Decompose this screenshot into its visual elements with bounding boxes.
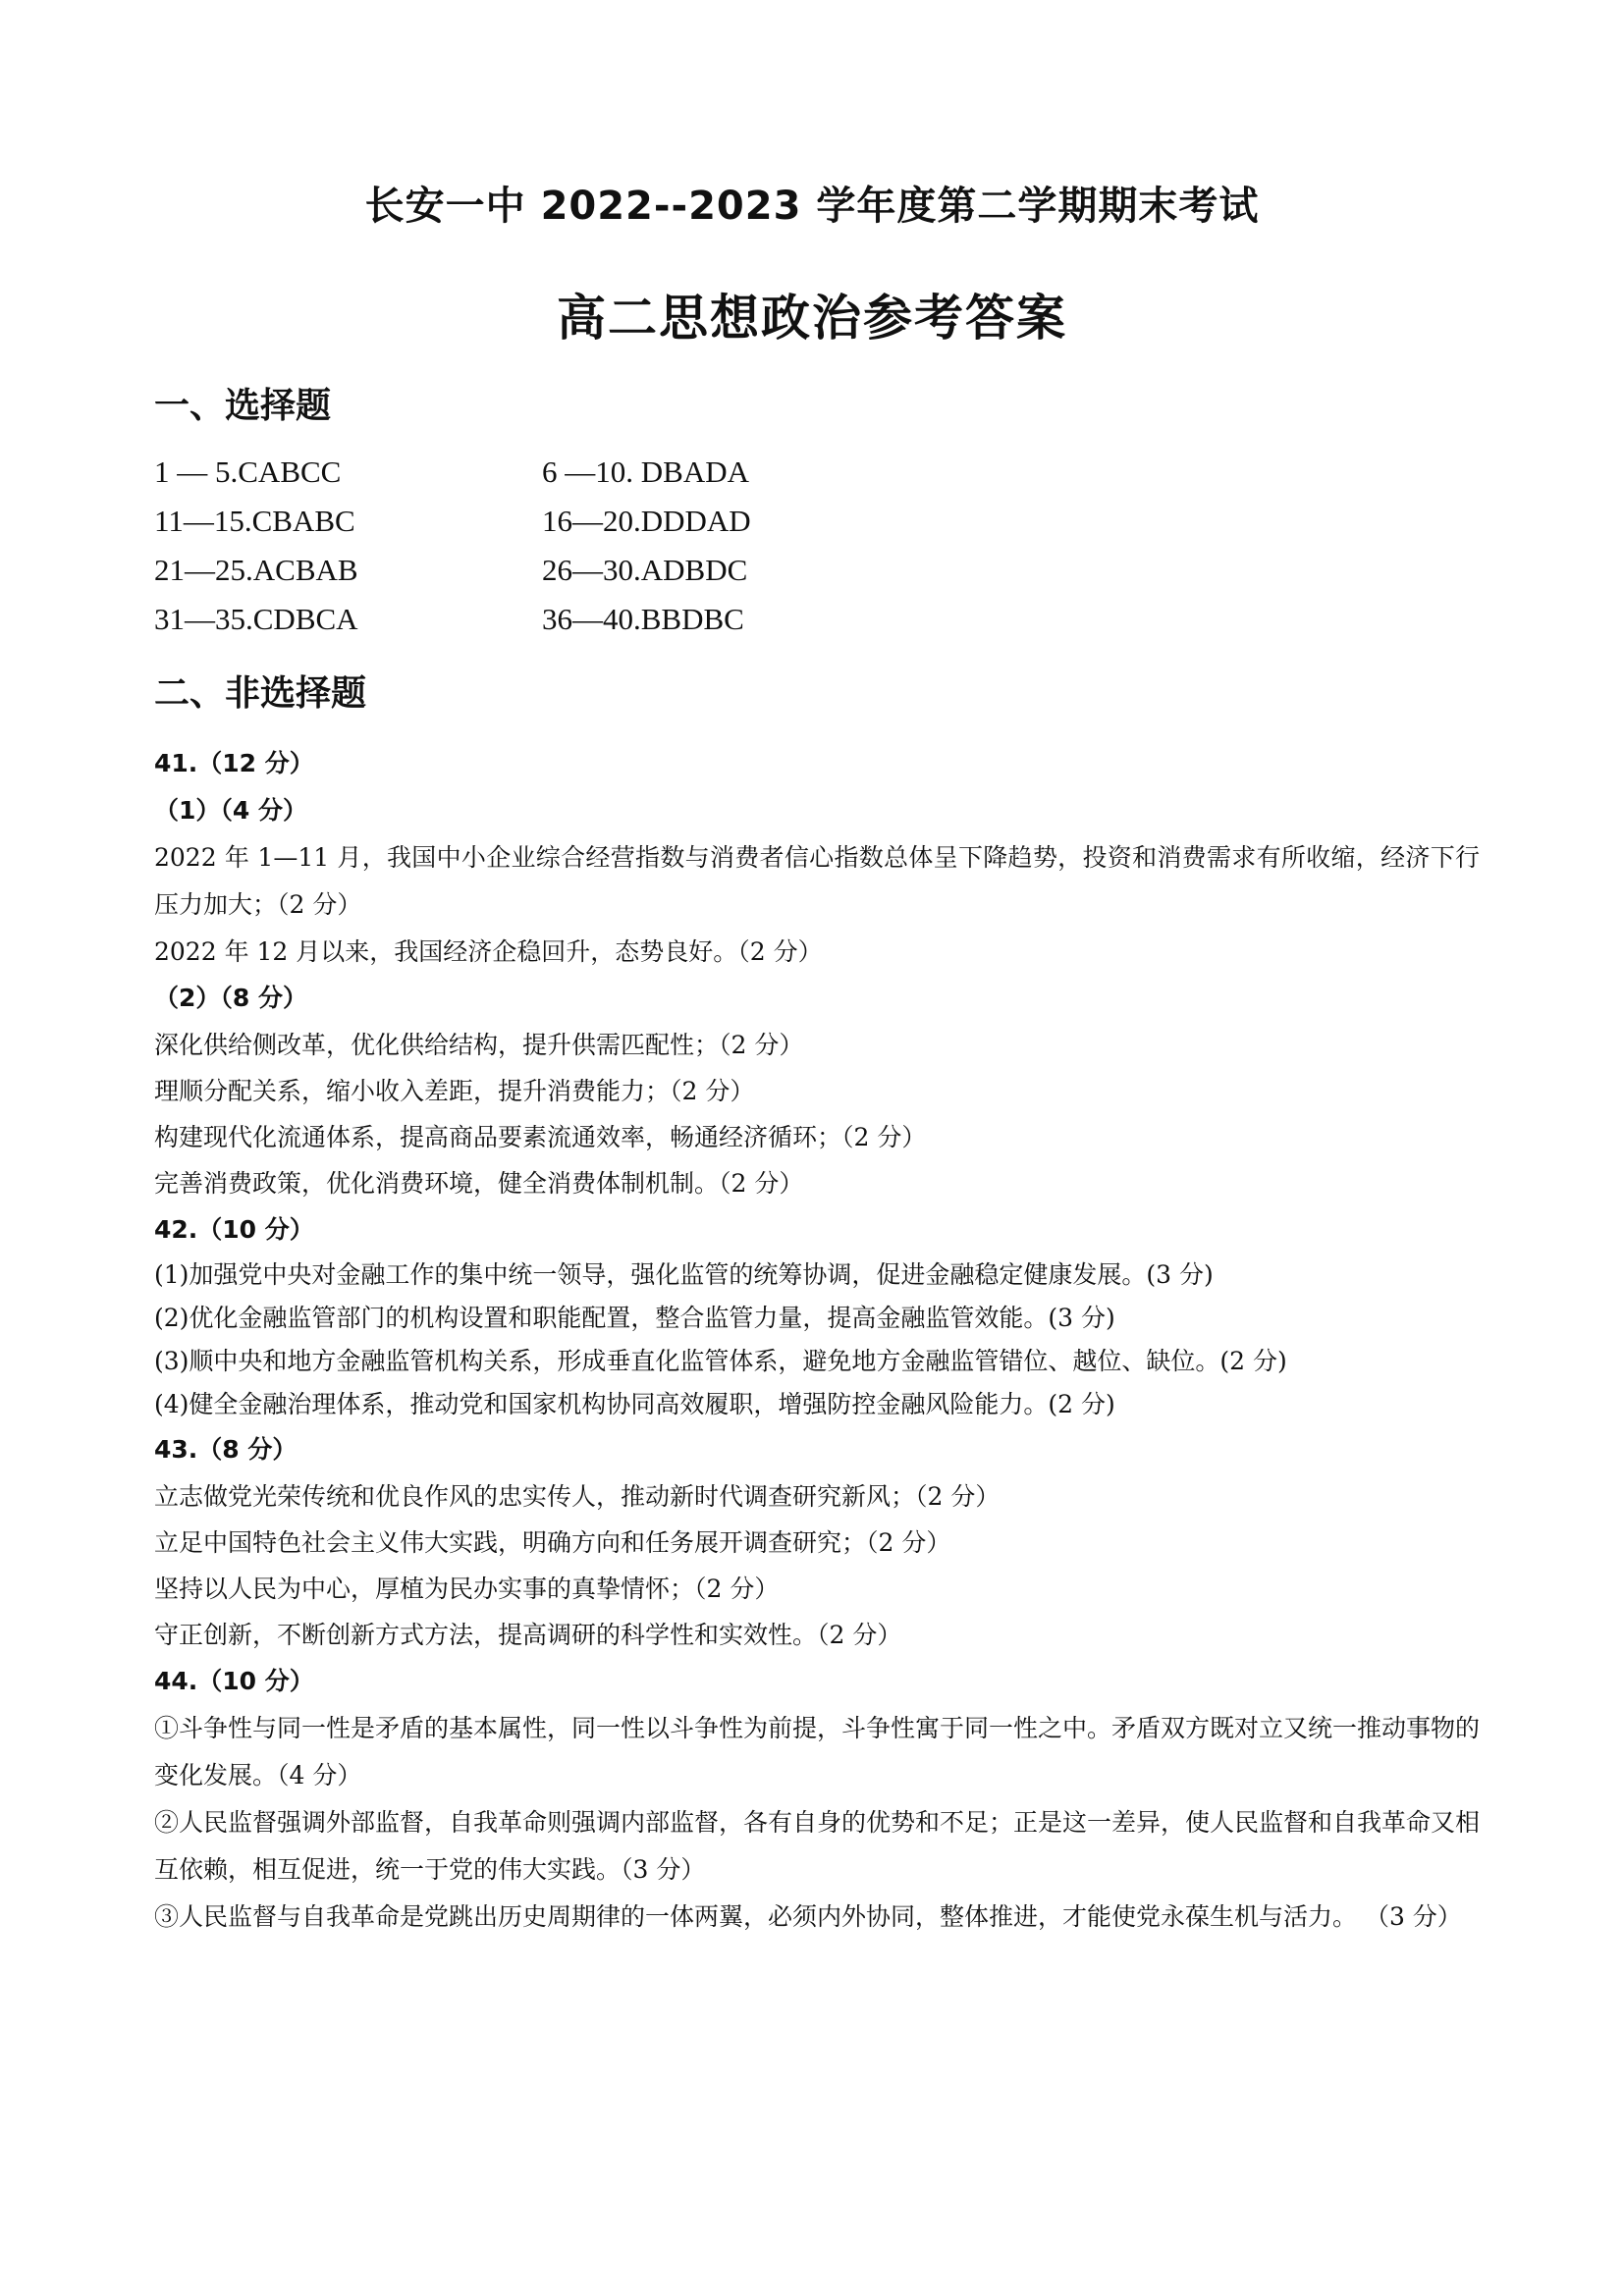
- answer-point: 立足中国特色社会主义伟大实践，明确方向和任务展开调查研究；（2 分）: [154, 1528, 951, 1557]
- section-heading-choice: 一、选择题: [154, 386, 332, 426]
- answer-point: 2022 年 1—11 月，我国中小企业综合经营指数与消费者信心指数总体呈下降趋势，投资和消费需求有所收缩，经济下行压力加大；（2 分）: [154, 843, 1480, 919]
- choice-answer-group: 6 —10. DBADA: [542, 454, 749, 489]
- answer-point: 坚持以人民为中心，厚植为民办实事的真挚情怀；（2 分）: [154, 1575, 780, 1603]
- answer-point: (4)健全金融治理体系，推动党和国家机构协同高效履职，增强防控金融风险能力。(2 分): [154, 1390, 1115, 1418]
- answer-key-title: 高二思想政治参考答案: [557, 290, 1067, 347]
- answer-point: (3)顺中央和地方金融监管机构关系，形成垂直化监管体系，避免地方金融监管错位、越位、缺位。(2 分): [154, 1347, 1287, 1375]
- choice-answer-group: 36—40.BBDBC: [542, 602, 744, 636]
- answer-point: 构建现代化流通体系，提高商品要素流通效率，畅通经济循环；（2 分）: [154, 1123, 927, 1151]
- question-43-heading: 43.（8 分）: [154, 1435, 298, 1464]
- choice-answer-group: 26—30.ADBDC: [542, 553, 748, 587]
- section-heading-essay: 二、非选择题: [154, 673, 367, 714]
- answer-point: (1)加强党中央对金融工作的集中统一领导，强化监管的统筹协调，促进金融稳定健康发展。(3 分): [154, 1260, 1214, 1289]
- question-41-part2-heading: （2）（8 分）: [154, 984, 307, 1012]
- answer-point: ③人民监督与自我革命是党跳出历史周期律的一体两翼，必须内外协同，整体推进，才能使党永葆生机与活力。 （3 分）: [154, 1902, 1462, 1931]
- choice-row: [154, 448, 940, 497]
- answer-point: 完善消费政策，优化消费环境，健全消费体制机制。（2 分）: [154, 1169, 804, 1198]
- answer-point: 理顺分配关系，缩小收入差距，提升消费能力；（2 分）: [154, 1077, 755, 1105]
- choice-row: [154, 497, 940, 546]
- answer-point: 守正创新，不断创新方式方法，提高调研的科学性和实效性。（2 分）: [154, 1621, 902, 1649]
- choice-answer-group: 21—25.ACBAB: [154, 553, 358, 587]
- choice-answer-group: 11—15.CBABC: [154, 504, 355, 538]
- choice-answer-group: 31—35.CDBCA: [154, 602, 358, 636]
- question-41-heading: 41.（12 分）: [154, 749, 314, 777]
- choice-row: [154, 595, 940, 644]
- answer-point: (2)优化金融监管部门的机构设置和职能配置，整合监管力量，提高金融监管效能。(3 分): [154, 1304, 1115, 1332]
- answer-point: 2022 年 12 月以来，我国经济企稳回升，态势良好。（2 分）: [154, 937, 823, 966]
- question-44-heading: 44.（10 分）: [154, 1667, 314, 1695]
- answer-point: ②人民监督强调外部监督，自我革命则强调内部监督，各有自身的优势和不足；正是这一差异，使人民监督和自我革命又相互依赖，相互促进，统一于党的伟大实践。（3 分）: [154, 1808, 1481, 1884]
- answer-point: 立志做党光荣传统和优良作风的忠实传人，推动新时代调查研究新风；（2 分）: [154, 1482, 1001, 1511]
- question-41-part1-heading: （1）（4 分）: [154, 796, 307, 825]
- choice-answers-grid: [154, 448, 940, 644]
- essay-answers: [154, 740, 1480, 1941]
- choice-answer-group: 1 — 5.CABCC: [154, 454, 342, 489]
- choice-answer-group: 16—20.DDDAD: [542, 504, 751, 538]
- question-42-heading: 42.（10 分）: [154, 1215, 314, 1244]
- answer-point: ①斗争性与同一性是矛盾的基本属性，同一性以斗争性为前提，斗争性寓于同一性之中。矛盾双方既对立又统一推动事物的变化发展。（4 分）: [154, 1714, 1481, 1789]
- exam-title: 长安一中 2022--2023 学年度第二学期期末考试: [364, 184, 1260, 229]
- answer-point: 深化供给侧改革，优化供给结构，提升供需匹配性；（2 分）: [154, 1031, 804, 1059]
- choice-row: [154, 546, 940, 595]
